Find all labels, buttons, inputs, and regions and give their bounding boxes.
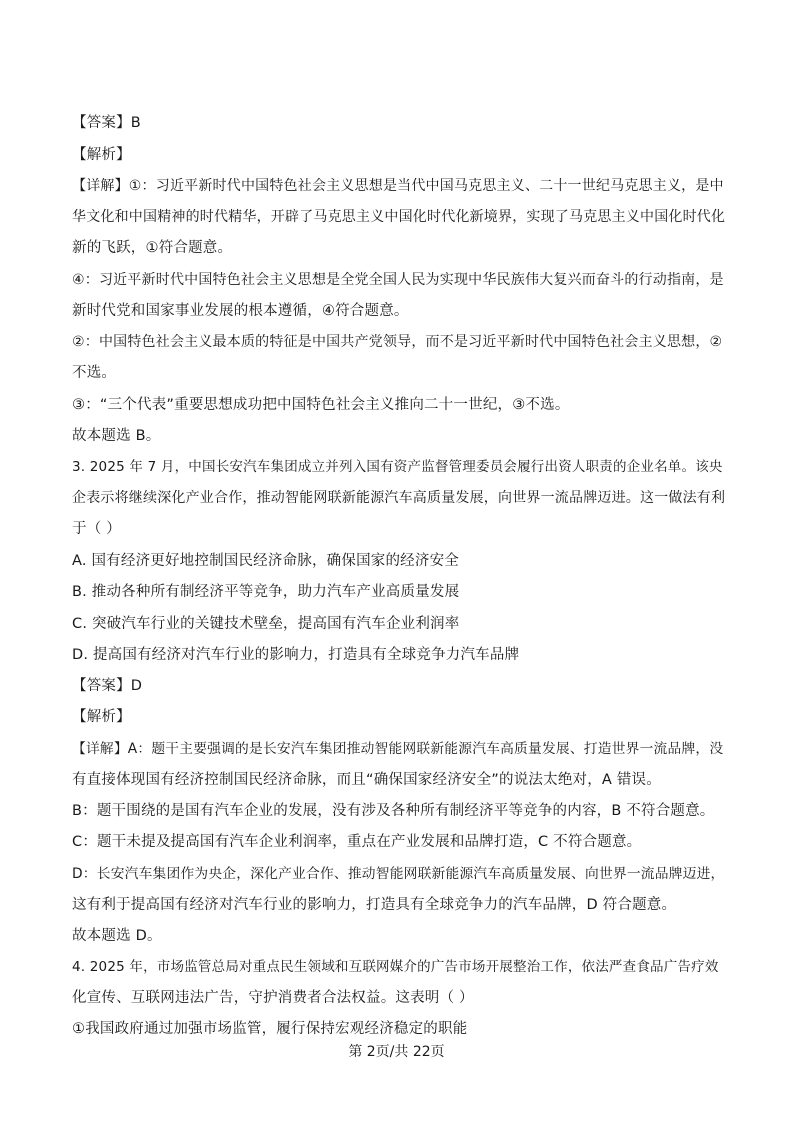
q3-detail-line: B：题干围绕的是国有汽车企业的发展，没有涉及各种所有制经济平等竞争的内容，B 不符合题意。 xyxy=(72,803,715,819)
q4-item-1: ①我国政府通过加强市场监管，履行保持宏观经济稳定的职能 xyxy=(72,1021,468,1037)
q3-stem-line: 3. 2025 年 7 月，中国长安汽车集团成立并列入国有资产监督管理委员会履行出资人职责的企业名单。该央 xyxy=(72,459,723,475)
q2-detail-line: ③：“三个代表”重要思想成功把中国特色社会主义推向二十一世纪，③不选。 xyxy=(72,397,570,413)
q2-detail-line: 新时代党和国家事业发展的根本遵循，④符合题意。 xyxy=(72,303,409,319)
q3-stem-line: 企表示将继续深化产业合作，推动智能网联新能源汽车高质量发展，向世界一流品牌迈进。这一做法有利 xyxy=(72,490,726,506)
q3-stem-line: 于（ ） xyxy=(72,521,121,537)
q2-answer: 【答案】B xyxy=(72,115,141,131)
q2-detail-line: 【详解】①：习近平新时代中国特色社会主义思想是当代中国马克思主义、二十一世纪马克思主义，是中 xyxy=(72,178,724,194)
q2-conclusion: 故本题选 B。 xyxy=(72,428,161,444)
q3-conclusion: 故本题选 D。 xyxy=(72,928,162,944)
q2-detail-line: ②：中国特色社会主义最本质的特征是中国共产党领导，而不是习近平新时代中国特色社会主义思想，② xyxy=(72,334,723,350)
q3-option-c: C. 突破汽车行业的关键技术壁垒，提高国有汽车企业利润率 xyxy=(72,616,460,632)
q2-detail-line: 不选。 xyxy=(72,365,117,381)
q2-detail-line: 华文化和中国精神的时代精华，开辟了马克思主义中国化时代化新境界，实现了马克思主义中国化时代化 xyxy=(72,209,726,225)
page-footer: 第 2页/共 22页 xyxy=(348,1044,445,1060)
q3-analysis-label: 【解析】 xyxy=(72,709,131,725)
q3-detail-line: 有直接体现国有经济控制国民经济命脉，而且“确保国家经济安全”的说法太绝对，A 错误。 xyxy=(72,772,661,788)
q2-detail-line: 新的飞跃，①符合题意。 xyxy=(72,240,233,256)
q4-stem-line: 4. 2025 年，市场监管总局对重点民生领域和互联网媒介的广告市场开展整治工作，依法严查食品广告疗效 xyxy=(72,959,719,975)
q3-detail-line: C：题干未提及提高国有汽车企业利润率，重点在产业发展和品牌打造，C 不符合题意。 xyxy=(72,834,642,850)
q3-option-b: B. 推动各种所有制经济平等竞争，助力汽车产业高质量发展 xyxy=(72,584,460,600)
q3-option-a: A. 国有经济更好地控制国民经济命脉，确保国家的经济安全 xyxy=(72,553,459,569)
q3-option-d: D. 提高国有经济对汽车行业的影响力，打造具有全球竞争力汽车品牌 xyxy=(72,647,520,663)
q2-detail-line: ④：习近平新时代中国特色社会主义思想是全党全国人民为实现中华民族伟大复兴而奋斗的行动指南，是 xyxy=(72,272,724,288)
q3-detail-line: 这有利于提高国有经济对汽车行业的影响力，打造具有全球竞争力的汽车品牌，D 符合题意。 xyxy=(72,897,677,913)
q3-detail-line: 【详解】A：题干主要强调的是长安汽车集团推动智能网联新能源汽车高质量发展、打造世界一流品牌，没 xyxy=(72,741,724,757)
q3-detail-line: D：长安汽车集团作为央企，深化产业合作、推动智能网联新能源汽车高质量发展、向世界一流品牌迈进， xyxy=(72,866,725,882)
q3-answer: 【答案】D xyxy=(72,678,143,694)
q2-analysis-label: 【解析】 xyxy=(72,147,131,163)
q4-stem-line: 化宣传、互联网违法广告，守护消费者合法权益。这表明（ ） xyxy=(72,990,474,1006)
